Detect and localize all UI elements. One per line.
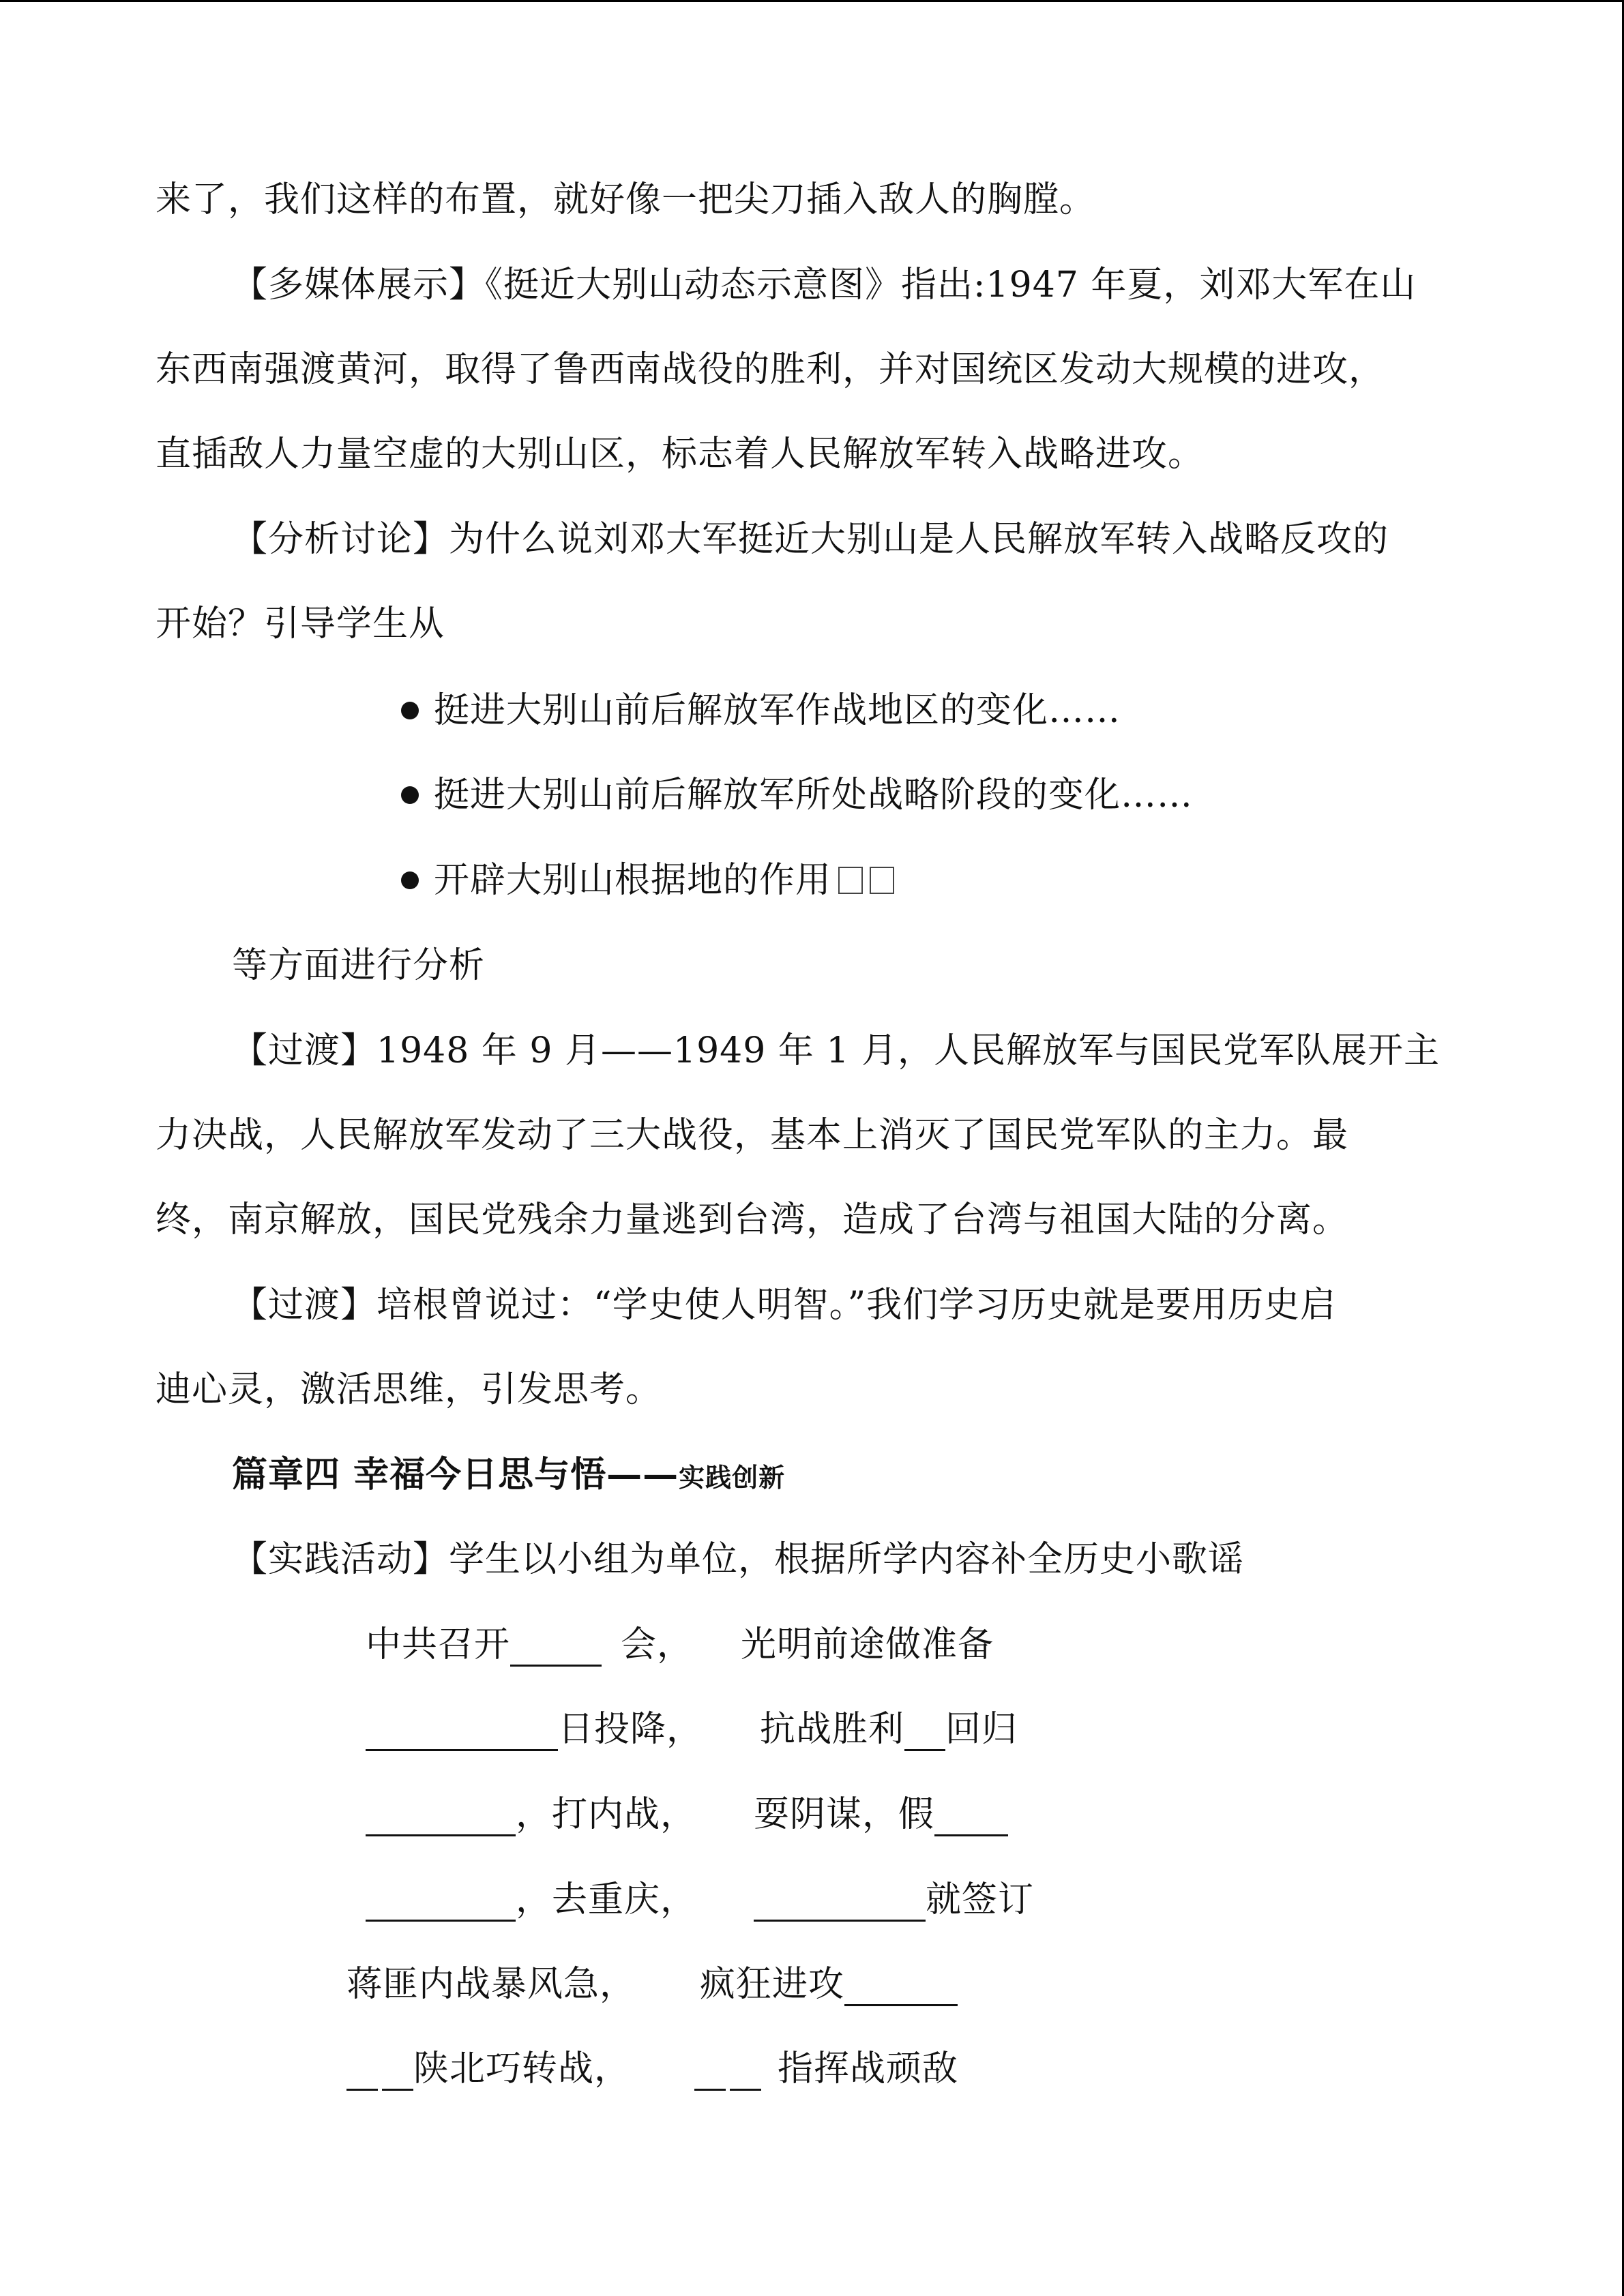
- song-text: 回归: [945, 1709, 1018, 1750]
- fill-blank[interactable]: [382, 2055, 413, 2091]
- song-text: 就签订: [926, 1879, 1035, 1920]
- paragraph-line: 【分析讨论】为什么说刘邓大军挺近大别山是人民解放军转入战略反攻的: [232, 519, 1389, 560]
- fill-blank[interactable]: [904, 1715, 945, 1751]
- paragraph-line: 等方面进行分析: [232, 945, 486, 986]
- song-text: 耍阴谋，假: [754, 1794, 935, 1835]
- paragraph-line: 迪心灵，激活思维，引发思考。: [156, 1369, 662, 1410]
- paragraph-line: 终，南京解放，国民党残余力量逃到台湾，造成了台湾与祖国大陆的分离。: [156, 1199, 1349, 1240]
- paragraph-line: 【过渡】1948 年 9 月——1949 年 1 月，人民解放军与国民党军队展开主: [232, 1030, 1441, 1071]
- chapter-heading: [232, 1453, 785, 1500]
- paragraph-line: 【实践活动】学生以小组为单位，根据所学内容补全历史小歌谣: [232, 1539, 1245, 1580]
- song-text: 蒋匪内战暴风急，: [346, 1964, 636, 2005]
- song-text: 会，: [621, 1624, 694, 1665]
- song-text: 指挥战顽敌: [778, 2048, 959, 2089]
- paragraph-line: 来了，我们这样的布置，就好像一把尖刀插入敌人的胸膛。: [156, 179, 1096, 220]
- bullet-icon: [401, 871, 419, 889]
- song-line: [366, 1708, 1018, 1751]
- song-line: [366, 1793, 1008, 1836]
- chapter-title: 篇章四 幸福今日思与悟——: [232, 1454, 679, 1495]
- song-text: 中共召开: [366, 1624, 511, 1665]
- song-text: 陕北巧转战，: [413, 2048, 631, 2089]
- fill-blank[interactable]: [510, 1630, 602, 1667]
- fill-blank[interactable]: [366, 1715, 558, 1751]
- fill-blank[interactable]: [366, 1800, 516, 1836]
- song-text: ，打内战，: [516, 1794, 697, 1835]
- song-line: [346, 2047, 958, 2091]
- paragraph-line: 东西南强渡黄河，取得了鲁西南战役的胜利，并对国统区发动大规模的进攻，: [156, 349, 1385, 390]
- song-text: 抗战胜利: [760, 1709, 905, 1750]
- chapter-subtitle: 实践创新: [679, 1462, 786, 1493]
- bullet-text: 开辟大别山根据地的作用: [434, 860, 832, 901]
- paragraph-line: 直插敌人力量空虚的大别山区，标志着人民解放军转入战略进攻。: [156, 434, 1205, 475]
- fill-blank[interactable]: [366, 1885, 516, 1922]
- fill-blank[interactable]: [694, 2055, 726, 2091]
- song-line: [346, 1963, 958, 2006]
- bullet-text: 挺进大别山前后解放军所处战略阶段的变化……: [434, 775, 1194, 816]
- fill-blank[interactable]: [844, 1970, 958, 2006]
- song-text: 光明前途做准备: [741, 1624, 994, 1665]
- fill-blank[interactable]: [754, 1885, 926, 1922]
- song-line: [366, 1878, 1034, 1922]
- empty-box-icon: [870, 867, 894, 894]
- paragraph-line: 【过渡】培根曾说过：“学史使人明智。”我们学习历史就是要用历史启: [232, 1285, 1337, 1326]
- song-line: [366, 1623, 994, 1667]
- song-text: 日投降，: [558, 1709, 703, 1750]
- empty-box-icon: [838, 867, 863, 894]
- song-text: ，去重庆，: [516, 1879, 697, 1920]
- song-text: 疯狂进攻: [700, 1964, 845, 2005]
- bullet-item: [401, 859, 894, 902]
- bullet-item: [401, 773, 1193, 817]
- fill-blank[interactable]: [934, 1800, 1008, 1836]
- paragraph-line: 【多媒体展示】《挺近大别山动态示意图》指出:1947 年夏，刘邓大军在山: [232, 265, 1417, 305]
- bullet-icon: [401, 786, 419, 804]
- bullet-text: 挺进大别山前后解放军作战地区的变化……: [434, 690, 1121, 731]
- paragraph-line: 开始？引导学生从: [156, 603, 445, 644]
- bullet-icon: [401, 702, 419, 719]
- fill-blank[interactable]: [346, 2055, 378, 2091]
- paragraph-line: 力决战，人民解放军发动了三大战役，基本上消灭了国民党军队的主力。最: [156, 1115, 1349, 1156]
- bullet-item: [401, 689, 1121, 732]
- fill-blank[interactable]: [730, 2055, 761, 2091]
